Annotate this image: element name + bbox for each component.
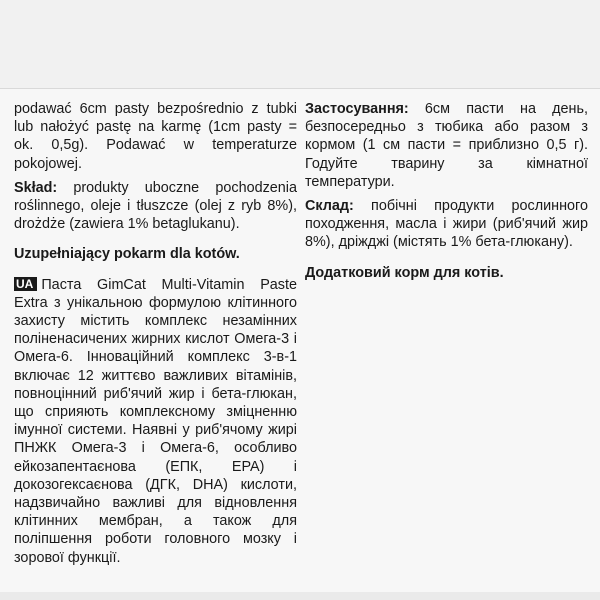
pl-feed-type: Uzupełniający pokarm dla kotów.	[14, 246, 240, 263]
ua-intro-text: Паста GimCat Multi-Vitamin Paste Extra з унікальною формулою клітинного захисту містить комплекс незамінних поліненасичених жирних кислот Омега-3 і Омега-6. Інноваційний комплекс 3-в-1 включає 12 життєво важливих вітамінів, повноцінний риб'ячий жир і бета-глюкан, що сприяють комплексному зміцненню імунної системи. Наявні у риб'ячому жирі ПНЖК Омега-3 і Омега-6, особливо ейкозапентаєнова (ЕПК, EPA) і докозогексаєнова (ДГК, DHA) кислоти, надзвичайно важливі для відновлення клітинних мембран, а також для поліпшення роботи головного мозку і зорової функції.	[14, 276, 297, 566]
left-column	[14, 100, 297, 567]
right-column	[305, 100, 588, 567]
ua-language-badge: UA	[14, 277, 37, 291]
pl-composition-label: Skład:	[14, 179, 58, 196]
ua-usage-text: 6см пасти на день, безпосередньо з тюбика або разом з кормом (1 см пасти = приблизно 0,5 г). Годуйте тварину за кімнатної температури.	[305, 101, 588, 190]
label-top-edge	[0, 88, 600, 89]
ua-intro	[14, 276, 297, 567]
pl-composition-text: produkty uboczne pochodzenia roślinnego, oleje i tłuszcze (olej z ryb 8%), drożdże (zawiera 1% betaglukanu).	[14, 179, 297, 233]
ua-usage-label: Застосування:	[305, 101, 409, 117]
label-bottom-edge	[0, 592, 600, 600]
ua-feed-type: Додатковий корм для котів.	[305, 264, 504, 281]
ua-composition-text: побічні продукти рослинного походження, масла і жири (риб'ячий жир 8%), дріжджі (містять 1% бета-глюкану).	[305, 198, 588, 251]
label-text-columns	[14, 100, 588, 567]
ua-composition	[305, 197, 588, 252]
ua-usage	[305, 100, 588, 191]
pl-usage-text: podawać 6cm pasty bezpośrednio z tubki lub nałożyć pastę na karmę (1cm pasty = ok. 0,5g). Podawać w temperaturze pokojowej.	[14, 101, 297, 172]
pl-composition	[14, 179, 297, 234]
ua-composition-label: Склад:	[305, 198, 354, 215]
